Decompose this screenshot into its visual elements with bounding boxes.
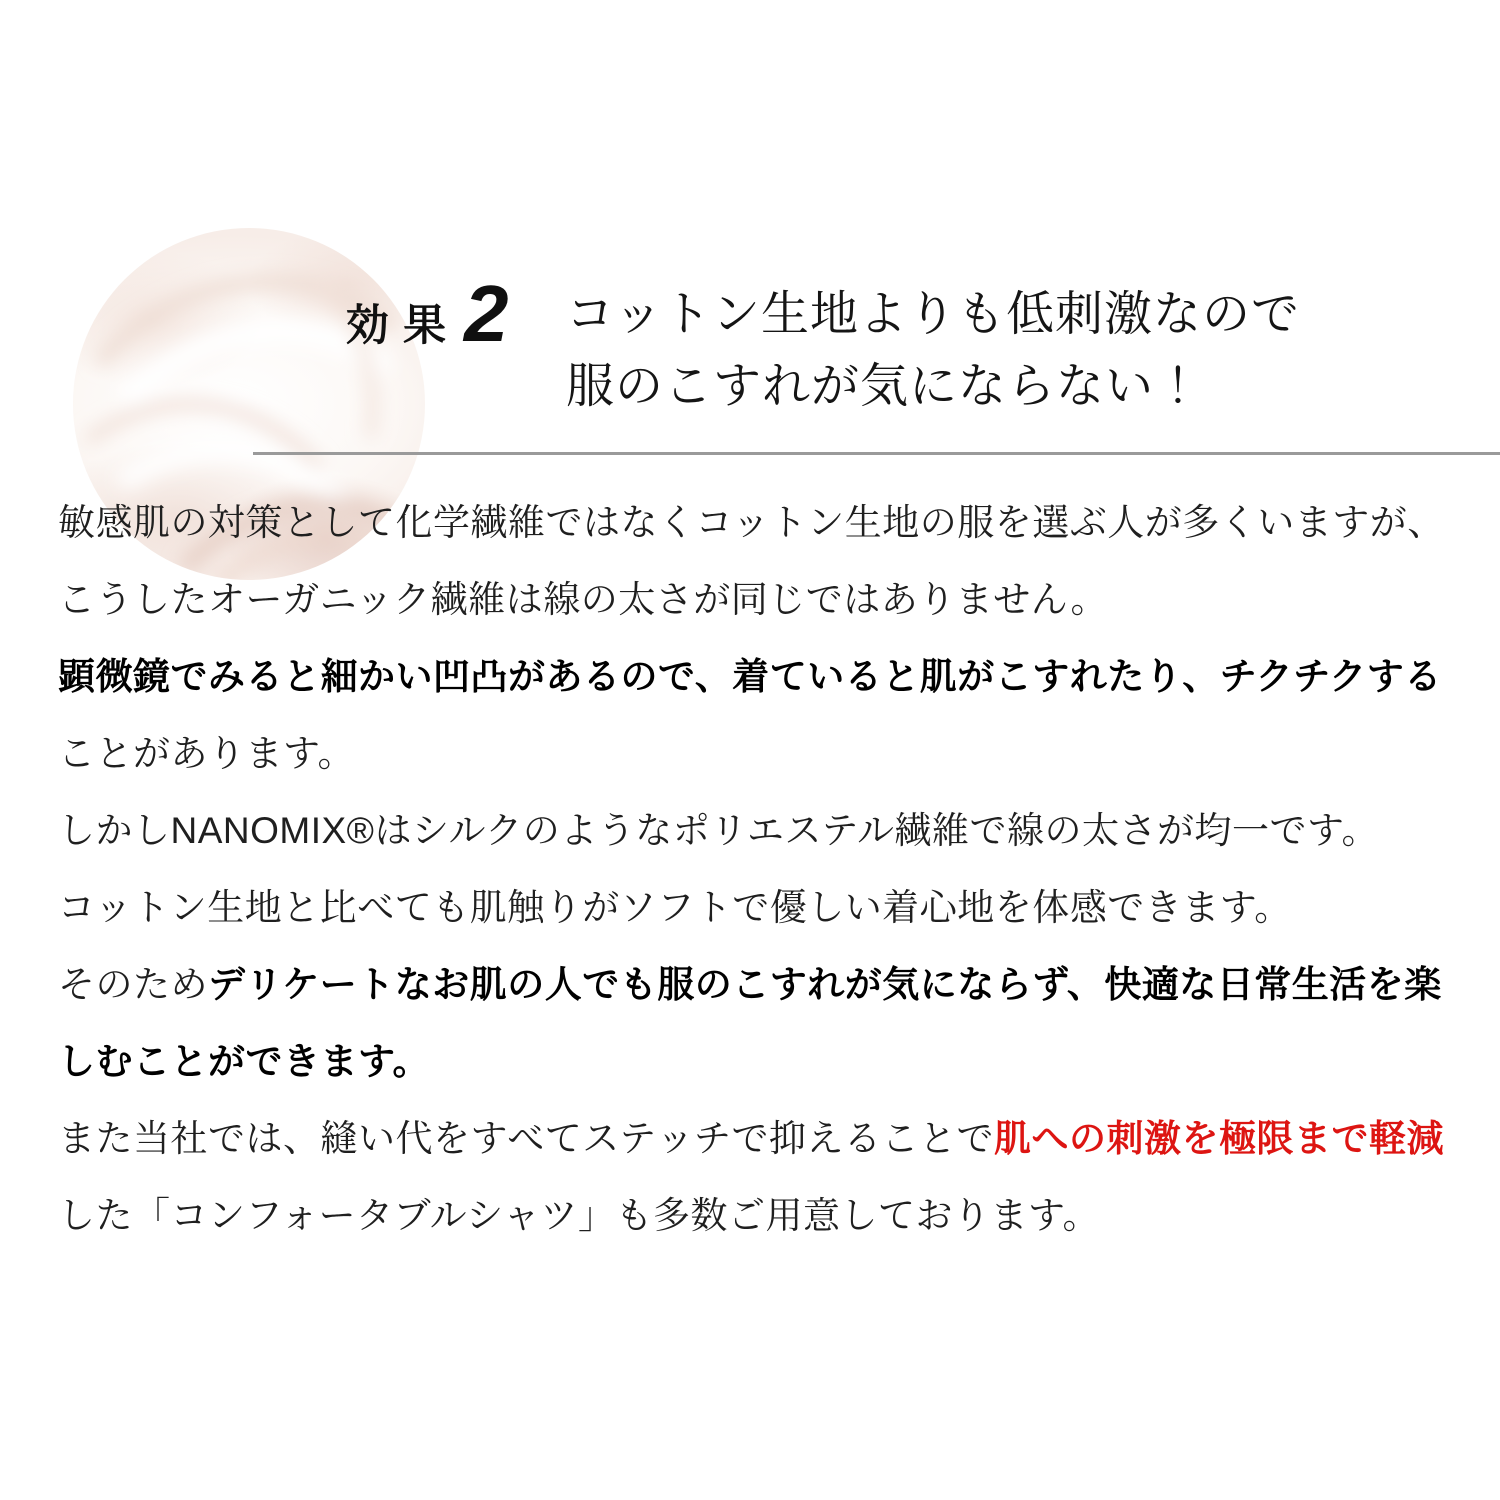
body-text-segment: ことがあります。 xyxy=(58,733,356,774)
horizontal-divider xyxy=(253,452,1500,455)
body-text-segment: そのため xyxy=(58,964,208,1005)
body-line xyxy=(58,1023,1445,1100)
body-line xyxy=(58,792,1445,869)
body-text-segment: コットン生地と比べても肌触りがソフトで優しい着心地を体感できます。 xyxy=(58,887,1292,928)
body-text-segment: また当社では、縫い代をすべてステッチで抑えることで xyxy=(58,1118,995,1159)
body-line xyxy=(58,561,1445,638)
effect-number: 2 xyxy=(464,269,509,358)
body-line xyxy=(58,715,1445,792)
body-text-segment-bold: 顕微鏡でみると細かい凹凸があるので、着ていると肌がこすれたり、チクチクする xyxy=(58,656,1442,697)
body-line xyxy=(58,638,1445,715)
body-text-segment: した「コンフォータブルシャツ」も多数ご用意しております。 xyxy=(58,1195,1101,1236)
body-line xyxy=(58,1100,1445,1177)
body-text-segment: 敏感肌の対策として化学繊維ではなくコットン生地の服を選ぶ人が多くいますが、 xyxy=(58,502,1445,543)
effect-label: 効果 xyxy=(346,302,460,350)
body-line xyxy=(58,1177,1445,1254)
body-text-segment-red: 肌への刺激を極限まで軽減 xyxy=(994,1118,1445,1159)
heading-line-1: コットン生地よりも低刺激なので xyxy=(566,288,1301,341)
body-line xyxy=(58,946,1445,1023)
body-copy xyxy=(58,484,1445,1254)
body-line xyxy=(58,484,1445,561)
body-text-segment: こうしたオーガニック繊維は線の太さが同じではありません。 xyxy=(58,579,1108,620)
body-line xyxy=(58,869,1445,946)
body-text-segment-bold: しむことができます。 xyxy=(58,1041,431,1082)
heading-line-2: 服のこすれが気にならない！ xyxy=(566,360,1204,413)
section-heading xyxy=(566,279,1300,423)
body-text-segment-bold: デリケートなお肌の人でも服のこすれが気にならず、快適な日常生活を楽 xyxy=(208,964,1442,1005)
body-text-segment: しかしNANOMIX®はシルクのようなポリエステル繊維で線の太さが均一です。 xyxy=(58,810,1379,851)
